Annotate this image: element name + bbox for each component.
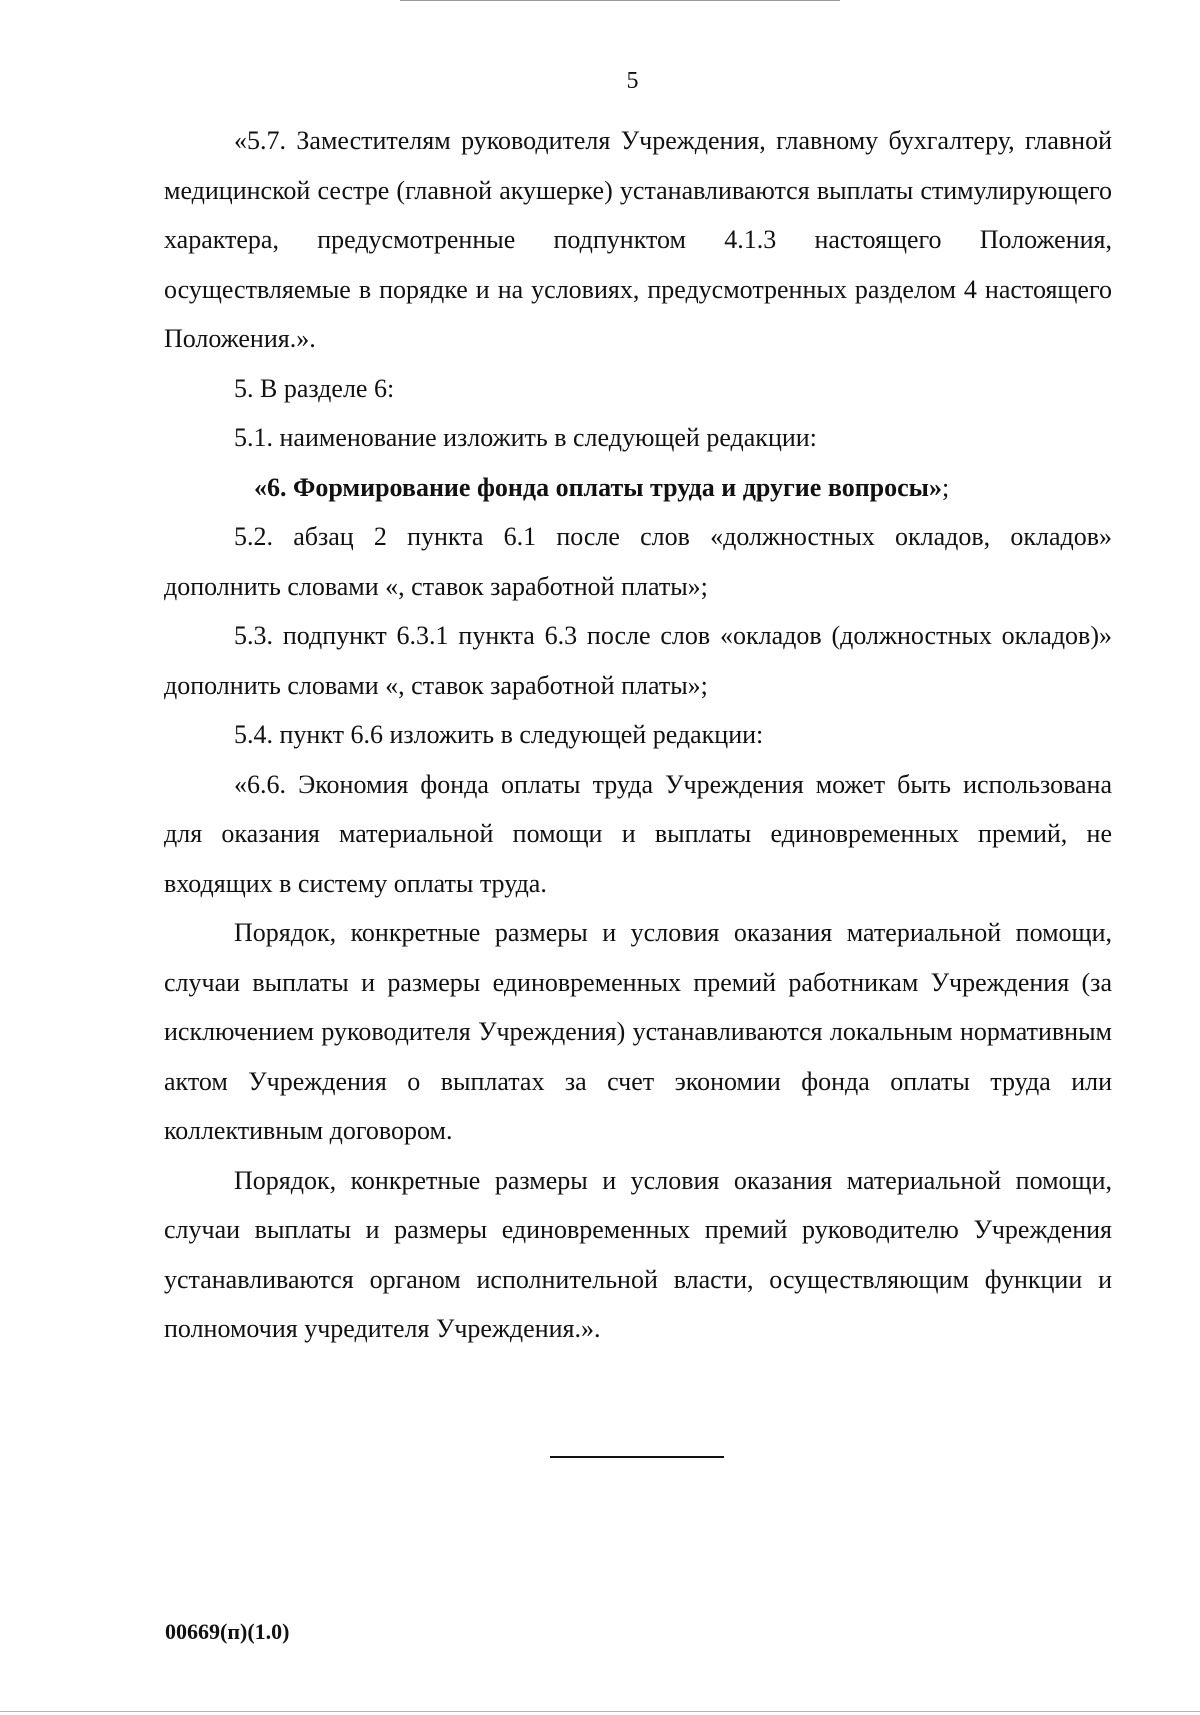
page-number: 5 [626,68,639,94]
paragraph-5-2: 5.2. абзац 2 пункта 6.1 после слов «должностных окладов, окладов» дополнить словами «, ставок заработной платы»; [164,522,1112,601]
closing-rule [550,1456,724,1458]
document-body [164,116,1112,1354]
paragraph-6-6: «6.6. Экономия фонда оплаты труда Учреждения может быть использована для оказания материальной помощи и выплаты единовременных премий, не входящих в систему оплаты труда. [164,769,1112,898]
paragraph-5-7: «5.7. Заместителям руководителя Учреждения, главному бухгалтеру, главной медицинской сестре (главной акушерке) устанавливаются выплаты стимулирующего характера, предусмотренные подпунктом 4.1.3 настоящего Положения, осуществляемые в порядке и на условиях, предусмотренных разделом 4 настоящего Положения.». [164,126,1112,353]
paragraph-5-1: 5.1. наименование изложить в следующей редакции: [234,423,817,452]
paragraph-5-4: 5.4. пункт 6.6 изложить в следующей редакции: [234,720,764,749]
scan-bottom-edge [0,1711,1200,1712]
paragraph-procedure-employees: Порядок, конкретные размеры и условия оказания материальной помощи, случаи выплаты и размеры единовременных премий работникам Учреждения (за исключением руководителя Учреждения) устанавливаются локальным нормативным актом Учреждения о выплатах за счет экономии фонда оплаты труда или коллективным договором. [164,918,1112,1145]
section-heading [164,463,1112,513]
scan-top-edge [400,0,840,1]
paragraph-procedure-head: Порядок, конкретные размеры и условия оказания материальной помощи, случаи выплаты и размеры единовременных премий руководителю Учреждения устанавливаются органом исполнительной власти, осуществляющим функции и полномочия учредителя Учреждения.». [164,1165,1112,1343]
paragraph-5: 5. В разделе 6: [234,373,395,403]
paragraph-5-3: 5.3. подпункт 6.3.1 пункта 6.3 после слов «окладов (должностных окладов)» дополнить словами «, ставок заработной платы»; [164,621,1112,700]
section-heading-text: «6. Формирование фонда оплаты труда и другие вопросы» [254,472,942,502]
section-heading-punctuation: ; [941,472,950,502]
document-code: 00669(п)(1.0) [165,1619,290,1644]
